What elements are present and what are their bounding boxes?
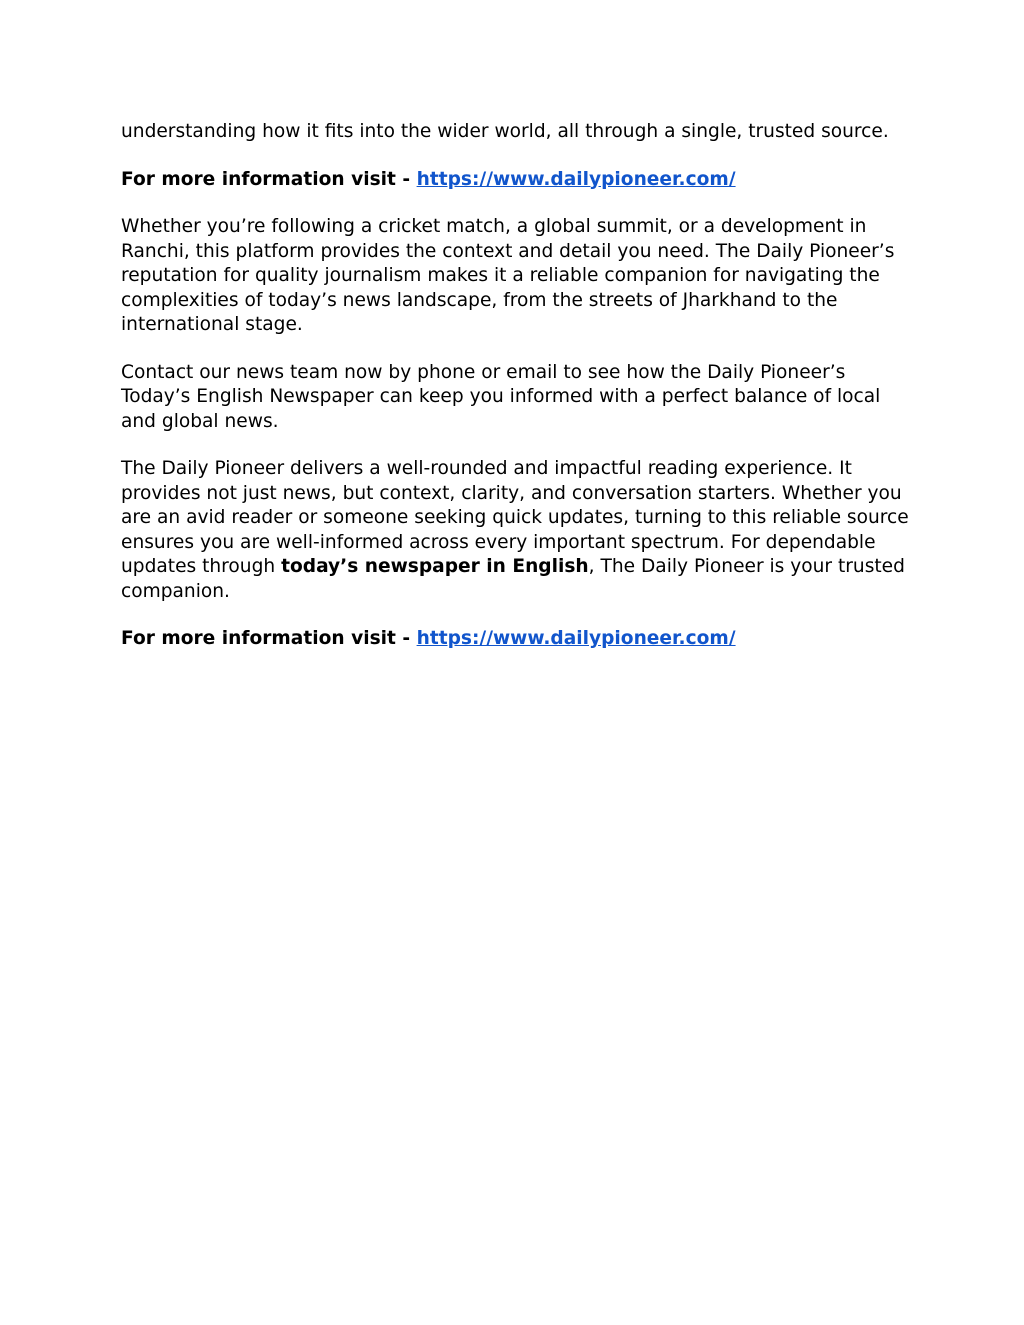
dailypioneer-link-2[interactable]: https://www.dailypioneer.com/ (416, 628, 736, 649)
paragraph-summary (121, 457, 911, 604)
summary-text-before: The Daily Pioneer delivers a well-rounded and impactful reading experience. It provides not just news, but context, clarity, and conversation starters. Whether you are an avid reader or someone seeking quick updates, turning to this reliable source ensures you are well-informed across every important spectrum. For dependable updates through (121, 458, 909, 577)
paragraph-contact: Contact our news team now by phone or email to see how the Daily Pioneer’s Today’s English Newspaper can keep you informed with a perfect balance of local and global news. (121, 361, 881, 432)
dailypioneer-link-1[interactable]: https://www.dailypioneer.com/ (416, 168, 736, 190)
summary-text-after: , The Daily Pioneer is your trusted companion. (121, 556, 905, 602)
more-info-label: For more information visit - (121, 628, 417, 649)
more-info-line-1 (121, 168, 911, 193)
paragraph-intro-continued: understanding how it fits into the wider world, all through a single, trusted source. (121, 121, 889, 142)
more-info-label: For more information visit - (121, 168, 417, 190)
more-info-line-2 (121, 627, 911, 652)
paragraph-context: Whether you’re following a cricket match, a global summit, or a development in Ranchi, this platform provides the context and detail you need. The Daily Pioneer’s reputation for quality journalism makes it a reliable companion for navigating the complexities of today’s news landscape, from the streets of Jharkhand to the international stage. (121, 216, 895, 335)
document-page (121, 120, 911, 675)
summary-bold-keyword: today’s newspaper in English (281, 556, 589, 577)
